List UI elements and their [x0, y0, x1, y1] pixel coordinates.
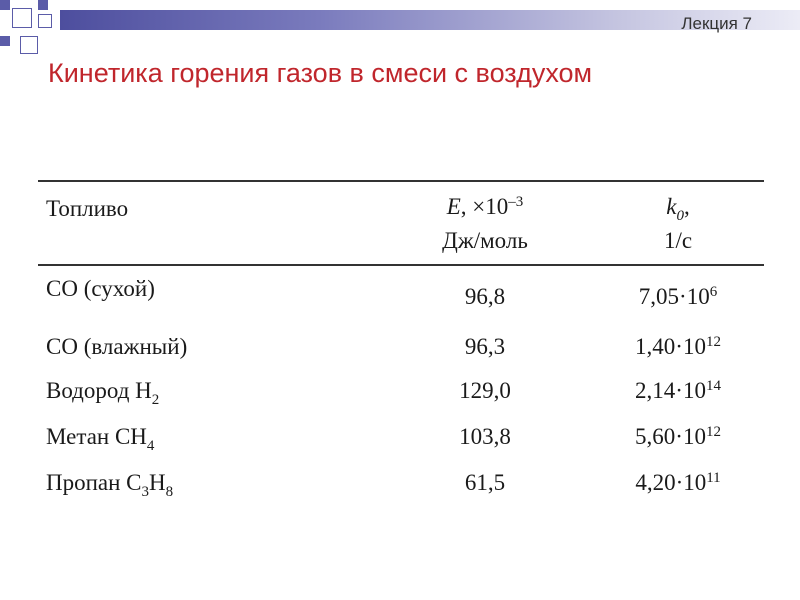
table-row-k0 — [598, 424, 758, 450]
k0-mantissa: 4,20·10 — [635, 470, 707, 495]
decor-square — [0, 0, 10, 10]
k-comma: , — [683, 194, 690, 219]
fuel-name: CO (сухой) — [46, 276, 155, 301]
k-symbol: k — [666, 194, 677, 219]
decor-square — [0, 36, 10, 46]
k-subscript: 0 — [676, 208, 684, 224]
k0-mantissa: 1,40·10 — [635, 334, 706, 359]
fuel-subscript: 8 — [165, 484, 174, 500]
k0-exponent: 14 — [705, 378, 721, 394]
fuel-name: Водород H — [46, 378, 152, 403]
table-row-fuel — [46, 378, 160, 408]
k0-mantissa: 2,14·10 — [635, 378, 706, 403]
header-energy-unit: Дж/моль — [442, 228, 528, 253]
fuel-subscript: 4 — [146, 438, 155, 454]
k0-exponent: 12 — [705, 424, 721, 440]
decor-square — [20, 36, 38, 54]
table-top-rule — [38, 180, 764, 182]
decor-square — [12, 8, 32, 28]
table-row-energy: 96,3 — [464, 334, 506, 359]
k0-exponent: 12 — [705, 334, 721, 350]
k0-exponent: 11 — [706, 470, 721, 486]
header-energy — [380, 194, 590, 220]
fuel-subscript: 3 — [141, 484, 150, 500]
k0-mantissa: 7,05·10 — [638, 284, 710, 309]
decor-square — [38, 14, 52, 28]
fuel-name-tail: H — [149, 470, 166, 495]
fuel-name: Метан CH — [46, 424, 147, 449]
k0-exponent: 6 — [709, 284, 718, 300]
table-row-fuel — [46, 276, 155, 302]
page-title: Кинетика горения газов в смеси с воздухом — [48, 58, 593, 88]
header-k0-unit: 1/с — [663, 228, 693, 253]
k0-mantissa: 5,60·10 — [635, 424, 706, 449]
table-row-fuel — [46, 424, 155, 454]
table-row-k0 — [598, 378, 758, 404]
energy-exponent: –3 — [508, 194, 524, 210]
energy-scale: , ×10 — [460, 194, 509, 219]
table-row-energy: 129,0 — [459, 378, 511, 403]
energy-symbol: E — [446, 194, 461, 219]
table-header-rule — [38, 264, 764, 266]
fuel-name: CO (влажный) — [46, 334, 188, 359]
table-row-fuel — [46, 334, 187, 360]
fuel-name: Пропан C — [46, 470, 142, 495]
table-row-k0 — [598, 470, 758, 496]
header-fuel: Топливо — [46, 196, 129, 221]
header-decoration — [0, 0, 800, 60]
table-row-energy: 103,8 — [459, 424, 511, 449]
lecture-label: Лекция 7 — [681, 14, 752, 33]
decor-square — [38, 0, 48, 10]
table-row-k0 — [598, 284, 758, 310]
table-row-energy: 61,5 — [464, 470, 506, 495]
table-row-fuel — [46, 470, 174, 500]
table-row-k0 — [598, 334, 758, 360]
table-row-energy: 96,8 — [464, 284, 506, 309]
header-k0 — [598, 194, 758, 224]
fuel-subscript: 2 — [151, 392, 160, 408]
